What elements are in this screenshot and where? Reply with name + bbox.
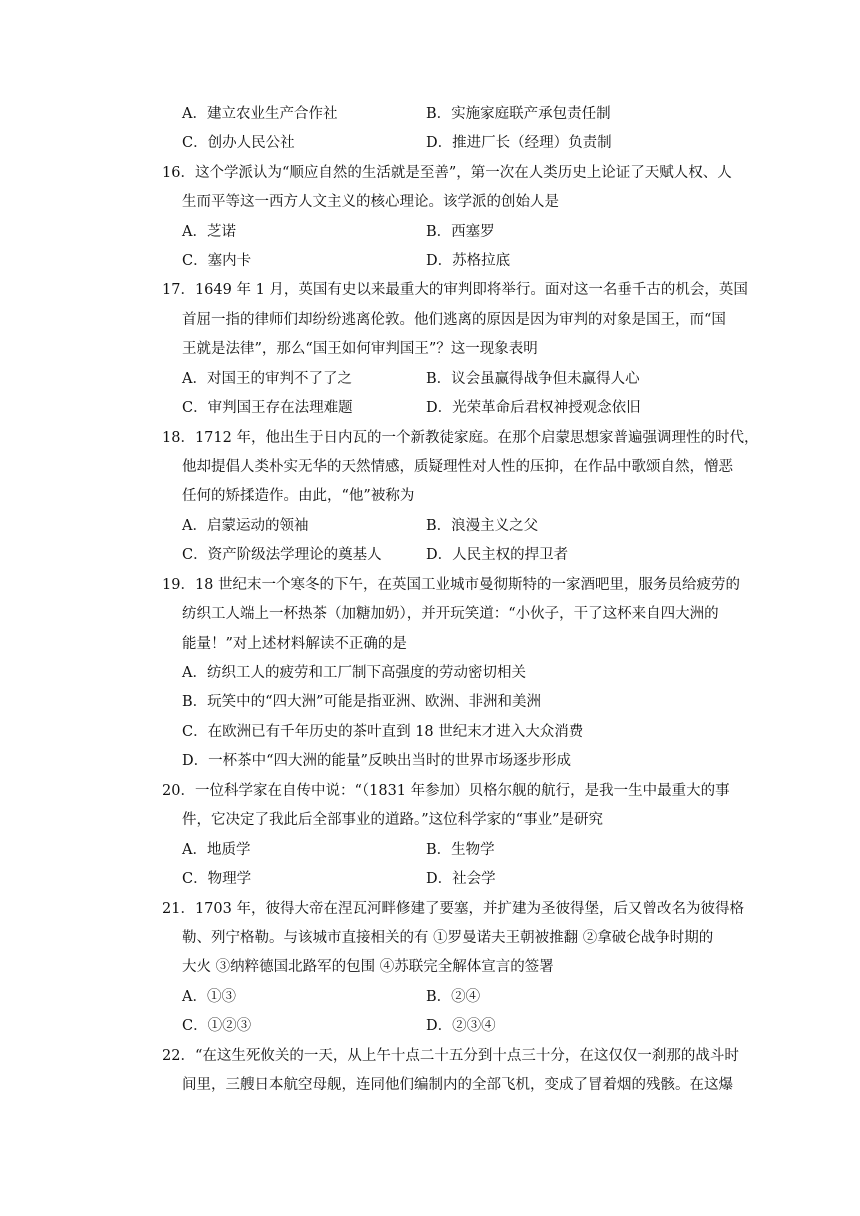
- q20-option-d: D．社会学: [426, 871, 496, 887]
- q21-option-b: B．②④: [426, 989, 481, 1005]
- q15-option-b: B．实施家庭联产承包责任制: [426, 106, 611, 122]
- q21-stem-line-2: 勒、列宁格勒。与该城市直接相关的有 ①罗曼诺夫王朝被推翻 ②拿破仑战争时期的: [182, 930, 714, 946]
- q21-option-c: C．①②③: [182, 1018, 252, 1034]
- q21-option-a: A．①③: [182, 989, 236, 1005]
- q22-stem-line-1: 22．“在这生死攸关的一天，从上午十点二十五分到十点三十分，在这仅仅一刹那的战斗时: [162, 1048, 739, 1064]
- q17-option-c: C．审判国王存在法理难题: [182, 400, 353, 416]
- q20-stem-line-1: 20．一位科学家在自传中说：“（1831 年参加）贝格尔舰的航行，是我一生中最重大的事: [162, 783, 730, 799]
- q18-option-d: D．人民主权的捍卫者: [426, 547, 569, 563]
- q22-stem-line-2: 间里，三艘日本航空母舰，连同他们编制内的全部飞机，变成了冒着烟的残骸。在这爆: [182, 1077, 733, 1093]
- q19-option-b: B．玩笑中的“四大洲”可能是指亚洲、欧洲、非洲和美洲: [182, 694, 541, 710]
- q16-option-a: A．芝诺: [182, 224, 236, 240]
- q16-option-b: B．西塞罗: [426, 224, 495, 240]
- q19-stem-line-1: 19．18 世纪末一个寒冬的下午，在英国工业城市曼彻斯特的一家酒吧里，服务员给疲劳的: [162, 577, 741, 593]
- q17-option-d: D．光荣革命后君权神授观念依旧: [426, 400, 641, 416]
- q20-stem-line-2: 件，它决定了我此后全部事业的道路。”这位科学家的“事业”是研究: [182, 812, 603, 828]
- q19-stem-line-2: 纺织工人端上一杯热茶（加糖加奶），并开玩笑道：“小伙子，干了这杯来自四大洲的: [182, 606, 719, 622]
- q17-stem-line-1: 17．1649 年 1 月，英国有史以来最重大的审判即将举行。面对这一名垂千古的机会，英国: [162, 282, 748, 298]
- q20-option-b: B．生物学: [426, 842, 495, 858]
- q16-option-d: D．苏格拉底: [426, 253, 511, 269]
- q17-option-b: B．议会虽赢得战争但未赢得人心: [426, 371, 640, 387]
- q19-option-a: A．纺织工人的疲劳和工厂制下高强度的劳动密切相关: [182, 665, 526, 681]
- q20-option-c: C．物理学: [182, 871, 252, 887]
- q16-stem-line-1: 16．这个学派认为“顺应自然的生活就是至善”，第一次在人类历史上论证了天赋人权、人: [162, 165, 732, 181]
- q21-stem-line-3: 大火 ③纳粹德国北路军的包围 ④苏联完全解体宣言的签署: [182, 959, 554, 975]
- q17-option-a: A．对国王的审判不了了之: [182, 371, 352, 387]
- q15-option-a: A．建立农业生产合作社: [182, 106, 338, 122]
- q18-stem-line-1: 18．1712 年，他出生于日内瓦的一个新教徒家庭。在那个启蒙思想家普遍强调理性的时代，: [162, 430, 759, 446]
- q15-option-c: C．创办人民公社: [182, 135, 295, 151]
- q18-stem-line-3: 任何的矫揉造作。由此，“他”被称为: [182, 488, 415, 504]
- q21-stem-line-1: 21．1703 年，彼得大帝在涅瓦河畔修建了要塞，并扩建为圣彼得堡，后又曾改名为彼得格: [162, 901, 744, 917]
- q18-option-b: B．浪漫主义之父: [426, 518, 539, 534]
- q18-stem-line-2: 他却提倡人类朴实无华的天然情感，质疑理性对人性的压抑，在作品中歌颂自然，憎恶: [182, 459, 733, 475]
- q18-option-c: C．资产阶级法学理论的奠基人: [182, 547, 382, 563]
- q21-option-d: D．②③④: [426, 1018, 496, 1034]
- q18-option-a: A．启蒙运动的领袖: [182, 518, 309, 534]
- q16-option-c: C．塞内卡: [182, 253, 252, 269]
- q17-stem-line-2: 首屈一指的律师们却纷纷逃离伦敦。他们逃离的原因是因为审判的对象是国王，而“国: [182, 312, 726, 328]
- q15-option-d: D．推进厂长（经理）负责制: [426, 135, 612, 151]
- q19-option-c: C．在欧洲已有千年历史的茶叶直到 18 世纪末才进入大众消费: [182, 724, 584, 740]
- q16-stem-line-2: 生而平等这一西方人文主义的核心理论。该学派的创始人是: [182, 194, 559, 210]
- q20-option-a: A．地质学: [182, 842, 251, 858]
- q19-stem-line-3: 能量！”对上述材料解读不正确的是: [182, 636, 407, 652]
- q19-option-d: D．一杯茶中“四大洲的能量”反映出当时的世界市场逐步形成: [182, 753, 571, 769]
- q17-stem-line-3: 王就是法律”，那么“国王如何审判国王”？这一现象表明: [182, 341, 538, 357]
